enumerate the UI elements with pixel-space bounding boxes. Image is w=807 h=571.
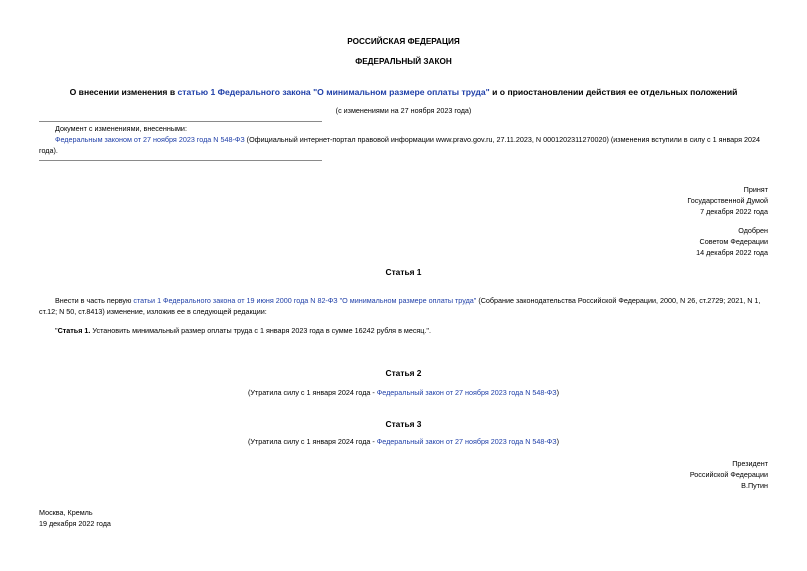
article1-paragraph	[39, 296, 769, 318]
approved-block	[696, 226, 768, 258]
signature-line1: Президент	[732, 459, 768, 468]
document-title	[0, 86, 807, 99]
article1-p1-link[interactable]: статьи 1 Федерального закона от 19 июня 2000 года N 82-ФЗ "О минимальном размере оплаты труда"	[133, 296, 477, 305]
adopted-line3: 7 декабря 2022 года	[700, 206, 768, 216]
approved-line2: Советом Федерации	[699, 236, 768, 246]
article3-note-link[interactable]: Федеральный закон от 27 ноября 2023 года N 548-ФЗ	[376, 437, 557, 446]
approved-line3: 14 декабря 2022 года	[696, 247, 768, 257]
changes-description: (Официальный интернет-портал правовой информации www.pravo.gov.ru, 27.11.2023, N 0001202311270020) (изменения вступили в силу с 1 января 2024 года).	[39, 134, 760, 155]
article1-quote-bold: Статья 1.	[57, 326, 91, 335]
article2-heading: Статья 2	[385, 368, 422, 378]
law-type-heading: ФЕДЕРАЛЬНЫЙ ЗАКОН	[355, 57, 452, 66]
adopted-block	[687, 185, 768, 217]
changes-box	[39, 124, 769, 156]
article3-note	[0, 437, 807, 448]
article2-note-prefix: (Утратила силу с 1 января 2024 года -	[247, 388, 377, 397]
changes-bottom-rule	[39, 160, 322, 161]
title-link[interactable]: статью 1 Федерального закона "О минимальном размере оплаты труда"	[177, 87, 490, 97]
article2-note-suffix: )	[556, 388, 560, 397]
place-date-block	[39, 508, 111, 530]
edition-note: (с изменениями на 27 ноября 2023 года)	[335, 106, 472, 115]
article1-heading: Статья 1	[385, 267, 422, 277]
article1-quote	[39, 326, 769, 337]
changes-top-rule	[39, 121, 322, 122]
approved-line1: Одобрен	[738, 226, 768, 235]
article2-note	[0, 388, 807, 399]
article3-note-suffix: )	[556, 437, 560, 446]
article1-quote-open: "	[55, 326, 58, 335]
signature-line3: В.Путин	[741, 480, 768, 490]
article3-note-prefix: (Утратила силу с 1 января 2024 года -	[247, 437, 377, 446]
article3-heading: Статья 3	[385, 419, 422, 429]
article1-quote-text: Установить минимальный размер оплаты труда с 1 января 2023 года в сумме 16242 рубля в месяц.".	[90, 326, 431, 335]
article2-note-link[interactable]: Федеральный закон от 27 ноября 2023 года N 548-ФЗ	[376, 388, 557, 397]
signature-line2: Российской Федерации	[689, 469, 768, 479]
date-line: 19 декабря 2022 года	[39, 518, 111, 528]
adopted-line1: Принят	[743, 185, 768, 194]
changes-label: Документ с изменениями, внесенными:	[55, 124, 187, 133]
article1-p1-suffix: (Собрание законодательства Российской Федерации, 2000, N 26, ст.2729; 2021, N 1, ст.12; N 50, ст.8413) изменение, изложив ее в следующей редакции:	[39, 296, 761, 316]
changes-text	[39, 135, 769, 157]
country-heading: РОССИЙСКАЯ ФЕДЕРАЦИЯ	[347, 37, 460, 46]
place-line: Москва, Кремль	[39, 508, 93, 517]
changes-link[interactable]: Федеральным законом от 27 ноября 2023 года N 548-ФЗ	[55, 134, 245, 144]
title-prefix: О внесении изменения в	[69, 87, 178, 97]
title-suffix: и о приостановлении действия ее отдельных положений	[489, 87, 738, 97]
signature-block	[690, 459, 768, 491]
adopted-line2: Государственной Думой	[687, 195, 768, 205]
article1-p1-prefix: Внести в часть первую	[55, 296, 134, 305]
